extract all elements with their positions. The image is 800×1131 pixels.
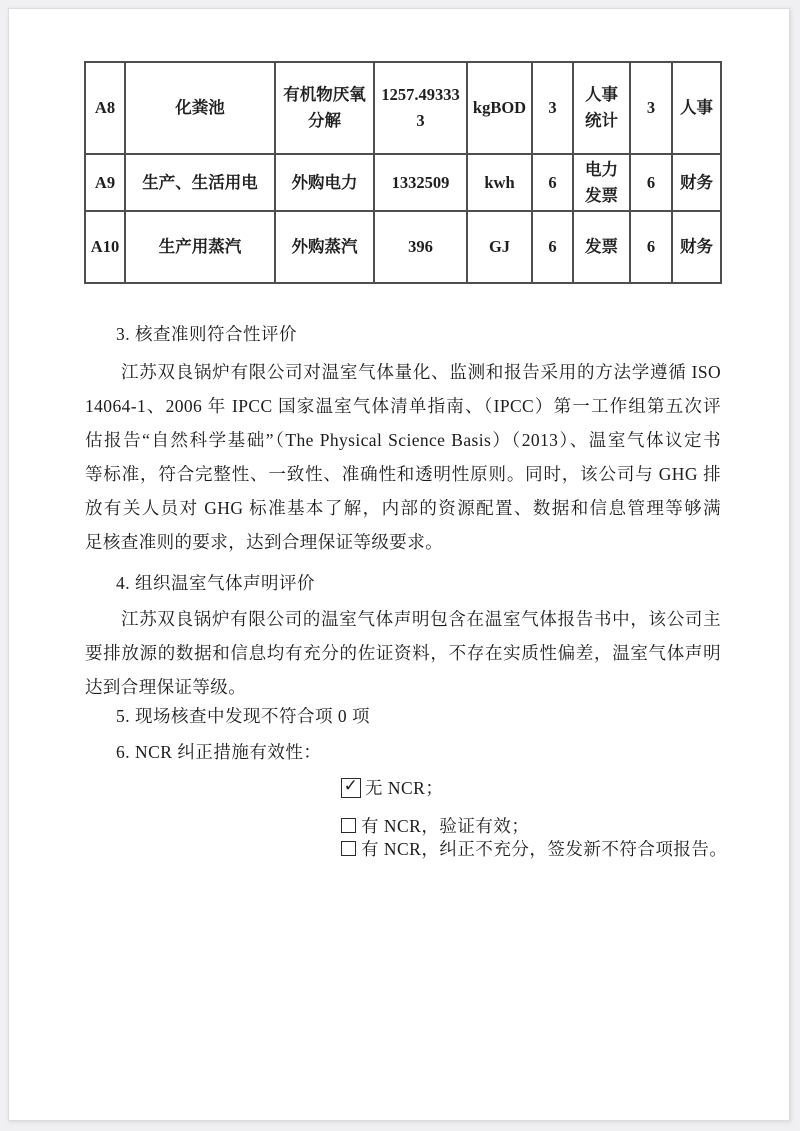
ncr-option-label: 有 NCR，纠正不充分，签发新不符合项报告。	[361, 839, 728, 859]
paragraph-line: 估报告“自然科学基础”（The Physical Science Basis）（2013）、温室气体议定书	[85, 430, 721, 450]
paragraph-line: 足核查准则的要求，达到合理保证等级要求。	[85, 532, 443, 552]
section-6-heading: 6. NCR 纠正措施有效性：	[116, 742, 322, 762]
ncr-option-label: 无 NCR；	[365, 778, 444, 798]
cell-count-1: 6	[532, 211, 573, 283]
cell-facility: 化粪池	[125, 62, 275, 154]
paragraph-line: 14064-1、2006 年 IPCC 国家温室气体清单指南、（IPCC）第一工作组第五次评	[85, 396, 721, 416]
document-page	[8, 8, 790, 1121]
cell-source-id: A10	[85, 211, 125, 283]
cell-department: 人事	[672, 62, 721, 154]
cell-unit: kwh	[467, 154, 532, 211]
paragraph-line: 江苏双良锅炉有限公司的温室气体声明包含在温室气体报告书中，该公司主	[121, 609, 721, 629]
verification-table	[84, 61, 722, 284]
checkbox-checked-icon[interactable]	[341, 778, 361, 798]
paragraph-line: 达到合理保证等级。	[85, 677, 247, 697]
paragraph-line: 放有关人员对 GHG 标准基本了解，内部的资源配置、数据和信息管理等够满	[85, 498, 721, 518]
cell-source-id: A9	[85, 154, 125, 211]
cell-count-2: 6	[630, 154, 672, 211]
paragraph-line: 要排放源的数据和信息均有充分的佐证资料，不存在实质性偏差，温室气体声明	[85, 643, 721, 663]
ncr-option-label: 有 NCR，验证有效；	[361, 816, 530, 836]
table-row-a10	[85, 211, 721, 283]
cell-count-2: 3	[630, 62, 672, 154]
cell-emission-type: 有机物厌氧分解	[275, 62, 374, 154]
cell-activity-value: 396	[374, 211, 467, 283]
cell-department: 财务	[672, 211, 721, 283]
paragraph-line: 江苏双良锅炉有限公司对温室气体量化、监测和报告采用的方法学遵循 ISO	[121, 362, 721, 382]
cell-evidence: 电力发票	[573, 154, 630, 211]
cell-emission-type: 外购电力	[275, 154, 374, 211]
table-row-a9	[85, 154, 721, 211]
cell-count-1: 3	[532, 62, 573, 154]
cell-activity-value: 1332509	[374, 154, 467, 211]
checkmark-icon: ✓	[343, 776, 359, 796]
ncr-option-insufficient[interactable]	[341, 836, 727, 861]
cell-emission-type: 外购蒸汽	[275, 211, 374, 283]
cell-evidence: 人事统计	[573, 62, 630, 154]
section-5-heading: 5. 现场核查中发现不符合项 0 项	[116, 706, 370, 726]
section-3-paragraph	[85, 355, 721, 559]
cell-count-2: 6	[630, 211, 672, 283]
paragraph-line: 等标准，符合完整性、一致性、准确性和透明性原则。同时，该公司与 GHG 排	[85, 464, 721, 484]
cell-unit: kgBOD	[467, 62, 532, 154]
cell-unit: GJ	[467, 211, 532, 283]
checkbox-unchecked-icon[interactable]	[341, 818, 356, 833]
cell-count-1: 6	[532, 154, 573, 211]
cell-facility: 生产、生活用电	[125, 154, 275, 211]
ncr-option-none[interactable]	[341, 775, 443, 800]
cell-activity-value: 1257.493333	[374, 62, 467, 154]
table-row-a8	[85, 62, 721, 154]
checkbox-unchecked-icon[interactable]	[341, 841, 356, 856]
section-4-heading: 4. 组织温室气体声明评价	[116, 573, 315, 593]
ncr-option-verified[interactable]	[341, 813, 529, 838]
cell-source-id: A8	[85, 62, 125, 154]
cell-facility: 生产用蒸汽	[125, 211, 275, 283]
cell-department: 财务	[672, 154, 721, 211]
section-4-paragraph	[85, 602, 721, 704]
cell-evidence: 发票	[573, 211, 630, 283]
section-3-heading: 3. 核查准则符合性评价	[116, 324, 297, 344]
